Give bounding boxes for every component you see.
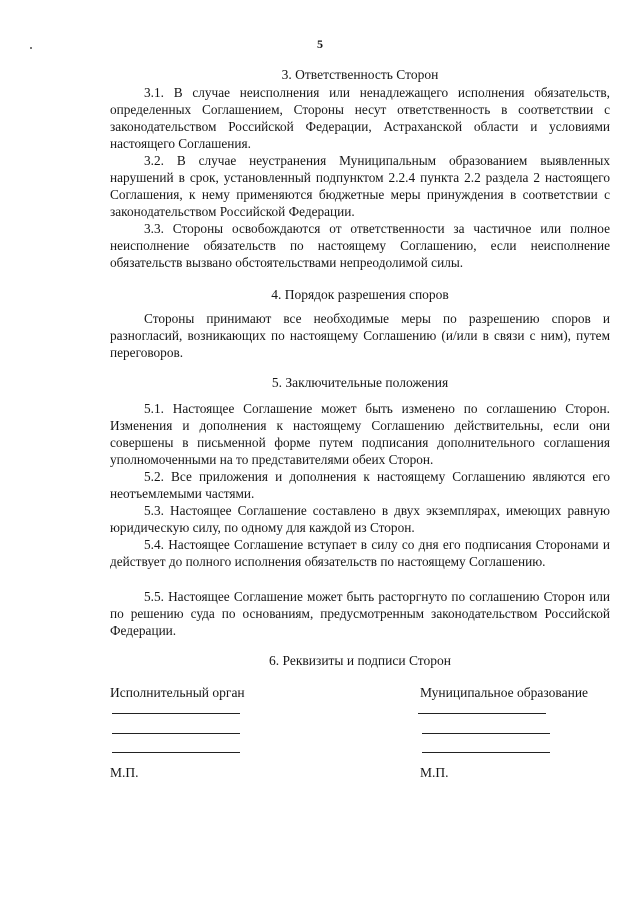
section-3-heading: 3. Ответственность Сторон bbox=[281, 67, 439, 82]
signature-line bbox=[418, 713, 546, 714]
clause-4-1: Стороны принимают все необходимые меры по разрешению споров и разногласий, возникающих по настоящему Соглашению (и/или в связи с ним), путем переговоров. bbox=[110, 311, 610, 360]
section-4-heading: 4. Порядок разрешения споров bbox=[271, 287, 449, 302]
executive-body-label: Исполнительный орган bbox=[110, 685, 245, 700]
signature-line bbox=[112, 733, 240, 734]
clause-5-2: 5.2. Все приложения и дополнения к настоящему Соглашению являются его неотъемлемыми частями. bbox=[110, 469, 610, 501]
section-5-heading: 5. Заключительные положения bbox=[271, 375, 449, 390]
clause-3-1: 3.1. В случае неисполнения или ненадлежащего исполнения обязательств, определенных Соглашением, Стороны несут ответственность в соответствии с законодательством Российской Федерации, Астраханской области и условиями настоящего Соглашения. bbox=[110, 85, 610, 151]
clause-5-1: 5.1. Настоящее Соглашение может быть изменено по соглашению Сторон. Изменения и дополнения к настоящему Соглашению действительны, если они совершены в письменной форме путем подписания дополнительного соглашения уполномоченными на то представителями обеих Сторон. bbox=[110, 401, 610, 467]
municipality-label: Муниципальное образование bbox=[420, 685, 589, 700]
clause-3-3: 3.3. Стороны освобождаются от ответственности за частичное или полное неисполнение обязательств по настоящему Соглашению, если неисполнение обязательств вызвано обстоятельствами непреодолимой силы. bbox=[110, 221, 610, 270]
clause-3-2: 3.2. В случае неустранения Муниципальным образованием выявленных нарушений в срок, установленный подпунктом 2.2.4 пункта 2.2 раздела 2 настоящего Соглашения, к нему применяются бюджетные меры принуждения в соответствии с законодательством Российской Федерации. bbox=[110, 153, 610, 219]
clause-5-4: 5.4. Настоящее Соглашение вступает в силу со дня его подписания Сторонами и действует до полного исполнения обязательств по настоящему Соглашению. bbox=[110, 537, 610, 569]
signature-line bbox=[112, 752, 240, 753]
page-number: 5 bbox=[317, 37, 323, 51]
signature-line bbox=[112, 713, 240, 714]
section-6-heading: 6. Реквизиты и подписи Сторон bbox=[269, 653, 451, 668]
clause-5-5: 5.5. Настоящее Соглашение может быть расторгнуто по соглашению Сторон или по решению суда по основаниям, предусмотренным законодательством Российской Федерации. bbox=[110, 589, 610, 638]
signature-line bbox=[422, 733, 550, 734]
clause-5-3: 5.3. Настоящее Соглашение составлено в двух экземплярах, имеющих равную юридическую силу, по одному для каждой из Сторон. bbox=[110, 503, 610, 535]
stamp-place-left: М.П. bbox=[110, 765, 139, 780]
signature-line bbox=[422, 752, 550, 753]
stamp-place-right: М.П. bbox=[420, 765, 449, 780]
